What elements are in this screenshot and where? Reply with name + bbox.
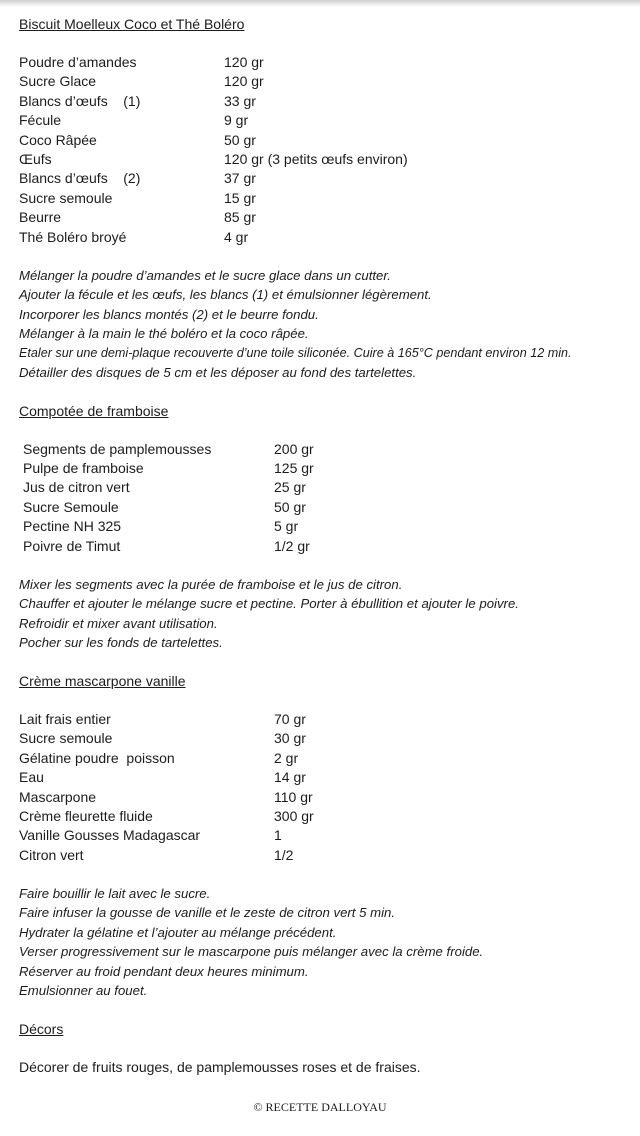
ingredient-qty: 85 gr — [224, 209, 256, 226]
ingredient-qty: 14 gr — [274, 769, 306, 786]
ingredient-name: Sucre semoule — [19, 189, 113, 206]
ingredient-name: Beurre — [19, 209, 62, 226]
instruction-line: Hydrater la gélatine et l’ajouter au mélange précédent. — [19, 924, 337, 940]
instruction-line: Faire infuser la gousse de vanille et le zeste de citron vert 5 min. — [19, 905, 396, 921]
ingredient-name: Sucre Glace — [19, 73, 97, 90]
ingredient-name: Vanille Gousses Madagascar — [19, 827, 201, 844]
instruction-line: Chauffer et ajouter le mélange sucre et pectine. Porter à ébullition et ajouter le poivre. — [19, 596, 519, 612]
ingredient-name: Poivre de Timut — [23, 537, 121, 554]
section-title-biscuit: Biscuit Moelleux Coco et Thé Boléro — [19, 16, 245, 32]
ingredient-qty: 1/2 gr — [274, 537, 310, 554]
instruction-line: Détailler des disques de 5 cm et les déposer au fond des tartelettes. — [19, 365, 417, 380]
ingredient-name: Lait frais entier — [19, 711, 111, 727]
ingredient-qty: 9 gr — [224, 112, 249, 129]
decor-text: Décorer de fruits rouges, de pamplemousses roses et de fraises. — [19, 1059, 421, 1075]
footer-copyright: © RECETTE DALLOYAU — [253, 1100, 387, 1114]
ingredient-qty: 50 gr — [224, 131, 256, 148]
section-title-creme: Crème mascarpone vanille — [19, 673, 186, 689]
ingredient-name: Crème fleurette fluide — [19, 808, 153, 824]
ingredient-name: Mascarpone — [19, 788, 97, 805]
ingredient-name: Gélatine poudre poisson — [19, 749, 175, 766]
ingredient-name: Thé Boléro broyé — [19, 228, 127, 245]
ingredient-name: Pectine NH 325 — [23, 518, 122, 535]
ingredient-name: Pulpe de framboise — [23, 459, 144, 476]
ingredient-qty: 110 gr — [274, 788, 313, 805]
ingredient-qty: 125 gr — [274, 459, 314, 476]
instruction-line: Mélanger la poudre d’amandes et le sucre glace dans un cutter. — [19, 268, 391, 283]
instruction-line: Refroidir et mixer avant utilisation. — [19, 615, 218, 631]
ingredient-qty: 120 gr — [224, 73, 264, 90]
instruction-line: Mixer les segments avec la purée de framboise et le jus de citron. — [19, 577, 403, 592]
ingredient-qty: 33 gr — [224, 92, 256, 109]
ingredient-name: Jus de citron vert — [23, 479, 130, 496]
ingredient-qty: 15 gr — [224, 189, 256, 206]
ingredient-qty: 4 gr — [224, 228, 249, 245]
ingredient-name: Segments de pamplemousses — [23, 440, 212, 457]
ingredient-name: Sucre Semoule — [23, 498, 119, 515]
ingredient-qty: 70 gr — [274, 711, 306, 727]
ingredient-name: Blancs d’œufs (1) — [19, 92, 141, 109]
instruction-line: Emulsionner au fouet. — [19, 983, 148, 998]
instruction-line: Verser progressivement sur le mascarpone puis mélanger avec la crème froide. — [19, 944, 484, 960]
instruction-line: Incorporer les blancs montés (2) et le beurre fondu. — [19, 306, 319, 322]
instruction-line: Mélanger à la main le thé boléro et la coco râpée. — [19, 326, 309, 342]
ingredient-qty: 300 gr — [274, 808, 314, 824]
ingredient-qty: 37 gr — [224, 170, 256, 187]
ingredient-qty: 2 gr — [274, 749, 299, 766]
ingredient-name: Citron vert — [19, 846, 84, 863]
section-title-decors: Décors — [19, 1021, 64, 1037]
ingredient-name: Sucre semoule — [19, 730, 113, 747]
instruction-line: Etaler sur une demi-plaque recouverte d’une toile siliconée. Cuire à 165°C pendant environ 12 min. — [19, 345, 572, 360]
ingredient-name: Blancs d’œufs (2) — [19, 170, 141, 187]
ingredient-qty: 120 gr (3 petits œufs environ) — [224, 151, 408, 167]
ingredient-qty: 1 — [274, 827, 282, 844]
ingredient-qty: 120 gr — [224, 54, 264, 70]
ingredient-qty: 5 gr — [274, 518, 299, 535]
instruction-line: Ajouter la fécule et les œufs, les blancs (1) et émulsionner légèrement. — [19, 287, 432, 303]
ingredient-qty: 30 gr — [274, 730, 306, 747]
instruction-line: Réserver au froid pendant deux heures minimum. — [19, 963, 309, 979]
instruction-line: Pocher sur les fonds de tartelettes. — [19, 635, 223, 651]
ingredient-qty: 200 gr — [274, 440, 314, 457]
ingredient-name: Œufs — [19, 151, 52, 167]
ingredient-qty: 50 gr — [274, 498, 306, 515]
instruction-line: Faire bouillir le lait avec le sucre. — [19, 886, 211, 901]
ingredient-name: Eau — [19, 769, 44, 786]
ingredient-name: Coco Râpée — [19, 131, 97, 148]
section-title-compotee: Compotée de framboise — [19, 403, 169, 419]
ingredient-name: Poudre d’amandes — [19, 54, 137, 70]
ingredient-qty: 1/2 — [274, 846, 294, 863]
ingredient-qty: 25 gr — [274, 479, 306, 496]
ingredient-name: Fécule — [19, 112, 62, 129]
